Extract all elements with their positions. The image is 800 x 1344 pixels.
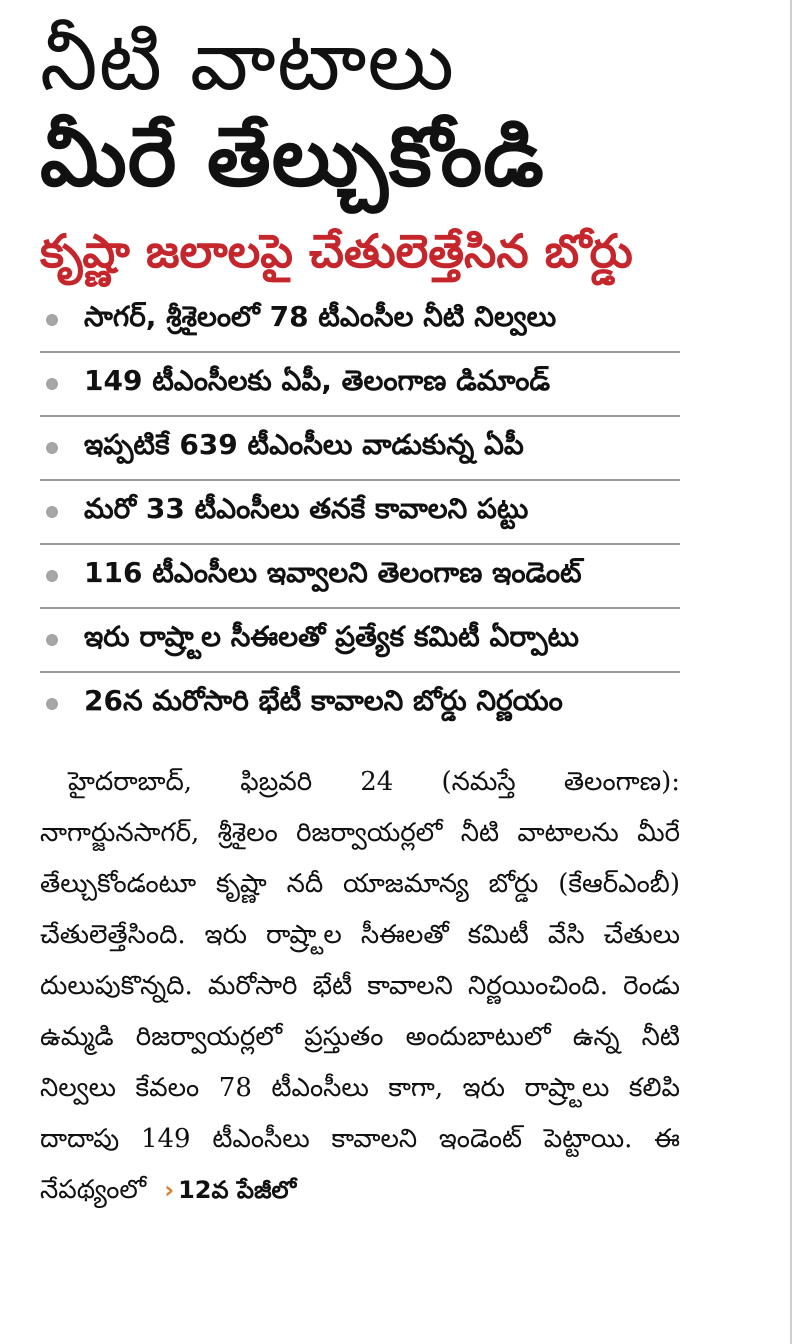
bullet-dot-icon xyxy=(46,570,58,582)
bullet-dot-icon xyxy=(46,506,58,518)
highlight-text: ఇరు రాష్ర్టాల సీఈలతో ప్రత్యేక కమిటీ ఏర్పాటు xyxy=(84,619,579,653)
highlight-text: ఇప్పటికే 639 టీఎంసీలు వాడుకున్న ఏపీ xyxy=(84,427,524,461)
continued-on-page xyxy=(164,1176,296,1204)
highlight-text: 116 టీఎంసీలు ఇవ్వాలని తెలంగాణ ఇండెంట్ xyxy=(84,555,582,589)
bullet-dot-icon xyxy=(46,314,58,326)
article-body-text: హైదరాబాద్, ఫిబ్రవరి 24 (నమస్తే తెలంగాణ): నాగార్జునసాగర్, శ్రీశైలం రిజర్వాయర్లలో నీటి వాటాలను మీరే తేల్చుకోండంటూ కృష్ణా నదీ యాజమాన్య బోర్డు (కేఆర్ఎంబీ) చేతులెత్తేసింది. ఇరు రాష్ర్టాల సీఈలతో కమిటీ వేసి చేతులు దులుపుకొన్నది. మరోసారి భేటీ కావాలని నిర్ణయించింది. రెండు ఉమ్మడి రిజర్వాయర్లలో ప్రస్తుతం అందుబాటులో ఉన్న నీటి నిల్వలు కేవలం 78 టీఎంసీలు కాగా, ఇరు రాష్ర్టాలు కలిపి దాదాపు 149 టీఎంసీలు కావాలని ఇండెంట్ పెట్టాయి. ఈ నేపథ్యంలో xyxy=(40,766,680,1205)
bullet-dot-icon xyxy=(46,378,58,390)
highlight-item xyxy=(40,481,680,545)
highlight-item xyxy=(40,673,680,735)
subheadline: కృష్ణా జలాలపై చేతులెత్తేసిన బోర్డు xyxy=(40,223,633,278)
highlight-text: 26న మరోసారి భేటీ కావాలని బోర్డు నిర్ణయం xyxy=(84,683,563,717)
highlights-list xyxy=(40,289,680,735)
highlight-item xyxy=(40,609,680,673)
news-clipping xyxy=(40,10,720,1310)
article-body xyxy=(40,757,680,1216)
page-edge-divider xyxy=(790,0,792,1344)
headline-line-1: నీటి వాటాలు xyxy=(40,14,456,109)
highlight-item xyxy=(40,289,680,353)
highlight-item xyxy=(40,545,680,609)
highlight-item xyxy=(40,353,680,417)
bullet-dot-icon xyxy=(46,698,58,710)
highlight-text: సాగర్, శ్రీశైలంలో 78 టీఎంసీల నీటి నిల్వలు xyxy=(84,299,557,333)
highlight-item xyxy=(40,417,680,481)
bullet-dot-icon xyxy=(46,442,58,454)
highlight-text: మరో 33 టీఎంసీలు తనకే కావాలని పట్టు xyxy=(84,491,529,525)
continued-on-page-label: 12వ పేజీలో xyxy=(178,1175,297,1204)
bullet-dot-icon xyxy=(46,634,58,646)
highlight-text: 149 టీఎంసీలకు ఏపీ, తెలంగాణ డిమాండ్ xyxy=(84,363,551,397)
chevron-right-icon: › xyxy=(164,1175,175,1204)
headline-line-2: మీరే తేల్చుకోండి xyxy=(40,109,545,205)
